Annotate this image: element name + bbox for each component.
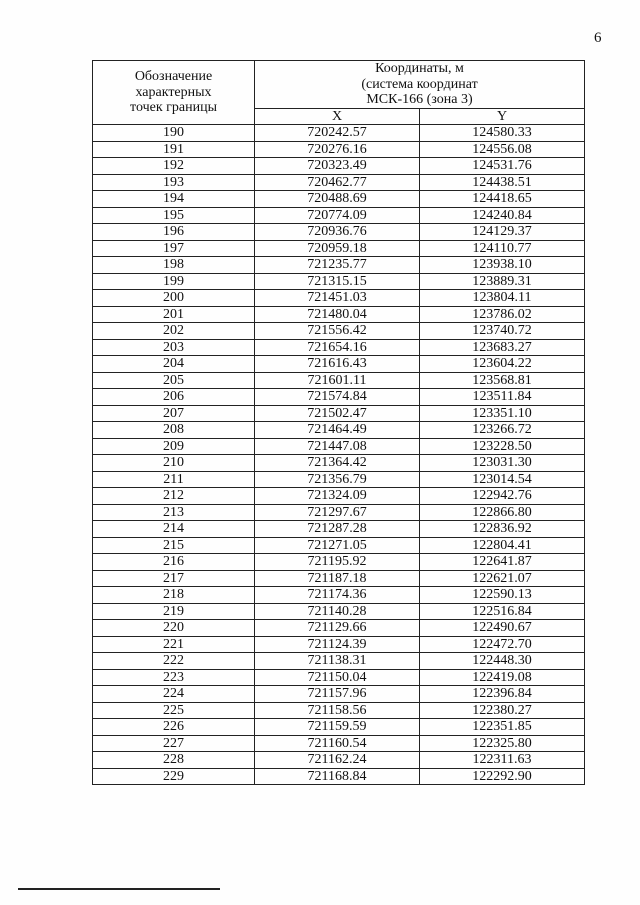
cell-point: 202 [93,323,255,340]
cell-x: 721158.56 [255,702,420,719]
table-row [93,356,585,373]
table-row [93,471,585,488]
header-point-line: точек границы [130,100,217,116]
cell-y: 123568.81 [420,372,585,389]
cell-point: 214 [93,521,255,538]
cell-point: 217 [93,570,255,587]
table-row [93,554,585,571]
table-row [93,174,585,191]
cell-x: 721235.77 [255,257,420,274]
table-row [93,735,585,752]
header-y: Y [420,108,585,125]
cell-point: 204 [93,356,255,373]
cell-x: 721287.28 [255,521,420,538]
table-row [93,290,585,307]
cell-x: 720323.49 [255,158,420,175]
cell-y: 122516.84 [420,603,585,620]
cell-x: 721168.84 [255,768,420,785]
header-coords-line: (система координат [361,76,478,92]
cell-x: 720242.57 [255,125,420,142]
cell-x: 721356.79 [255,471,420,488]
table-row [93,438,585,455]
table-row [93,158,585,175]
cell-point: 203 [93,339,255,356]
cell-x: 721464.49 [255,422,420,439]
table-row [93,191,585,208]
cell-y: 122641.87 [420,554,585,571]
header-point-designation [93,61,255,125]
table-row [93,537,585,554]
table-row [93,752,585,769]
table-row [93,653,585,670]
table-header-row [93,61,585,109]
cell-x: 721160.54 [255,735,420,752]
cell-x: 720774.09 [255,207,420,224]
cell-x: 721654.16 [255,339,420,356]
cell-x: 721297.67 [255,504,420,521]
cell-x: 721480.04 [255,306,420,323]
cell-point: 206 [93,389,255,406]
cell-point: 193 [93,174,255,191]
table-row [93,141,585,158]
cell-x: 721140.28 [255,603,420,620]
cell-y: 124110.77 [420,240,585,257]
header-x: X [255,108,420,125]
table-row [93,323,585,340]
cell-point: 201 [93,306,255,323]
cell-x: 720936.76 [255,224,420,241]
table-row [93,636,585,653]
cell-y: 124129.37 [420,224,585,241]
cell-x: 721601.11 [255,372,420,389]
header-coordinates [255,61,585,109]
table-body [93,125,585,785]
table-row [93,389,585,406]
cell-x: 721502.47 [255,405,420,422]
cell-x: 721157.96 [255,686,420,703]
cell-y: 122419.08 [420,669,585,686]
cell-x: 721556.42 [255,323,420,340]
cell-point: 212 [93,488,255,505]
cell-y: 123031.30 [420,455,585,472]
cell-point: 227 [93,735,255,752]
cell-x: 720462.77 [255,174,420,191]
cell-y: 122621.07 [420,570,585,587]
cell-y: 122396.84 [420,686,585,703]
cell-point: 223 [93,669,255,686]
cell-x: 721162.24 [255,752,420,769]
coordinates-table [92,60,585,785]
cell-point: 208 [93,422,255,439]
table-row [93,422,585,439]
table-row [93,620,585,637]
cell-y: 122836.92 [420,521,585,538]
cell-point: 224 [93,686,255,703]
table-row [93,768,585,785]
cell-y: 122351.85 [420,719,585,736]
cell-y: 124556.08 [420,141,585,158]
table-row [93,339,585,356]
cell-point: 222 [93,653,255,670]
table-row [93,521,585,538]
cell-y: 122292.90 [420,768,585,785]
cell-point: 225 [93,702,255,719]
table-row [93,702,585,719]
cell-y: 123804.11 [420,290,585,307]
cell-y: 122804.41 [420,537,585,554]
cell-x: 721315.15 [255,273,420,290]
header-point-line: Обозначение [134,69,213,85]
cell-x: 721124.39 [255,636,420,653]
table-row [93,405,585,422]
table-row [93,455,585,472]
cell-y: 123351.10 [420,405,585,422]
table-row [93,372,585,389]
cell-x: 721138.31 [255,653,420,670]
cell-point: 221 [93,636,255,653]
cell-y: 124240.84 [420,207,585,224]
table-row [93,306,585,323]
cell-y: 122590.13 [420,587,585,604]
cell-point: 190 [93,125,255,142]
cell-point: 215 [93,537,255,554]
table-row [93,603,585,620]
cell-y: 122311.63 [420,752,585,769]
cell-x: 721451.03 [255,290,420,307]
cell-y: 123683.27 [420,339,585,356]
cell-x: 721324.09 [255,488,420,505]
cell-y: 124438.51 [420,174,585,191]
cell-point: 218 [93,587,255,604]
table-row [93,273,585,290]
cell-point: 194 [93,191,255,208]
header-coords-line: Координаты, м [375,61,464,76]
cell-point: 200 [93,290,255,307]
cell-x: 720959.18 [255,240,420,257]
cell-y: 123228.50 [420,438,585,455]
cell-x: 721187.18 [255,570,420,587]
cell-x: 721616.43 [255,356,420,373]
table-row [93,504,585,521]
cell-x: 721364.42 [255,455,420,472]
cell-point: 226 [93,719,255,736]
cell-y: 124531.76 [420,158,585,175]
table-row [93,488,585,505]
table-row [93,587,585,604]
cell-point: 195 [93,207,255,224]
cell-point: 198 [93,257,255,274]
cell-x: 721447.08 [255,438,420,455]
table-row [93,669,585,686]
cell-y: 123511.84 [420,389,585,406]
table-row [93,570,585,587]
cell-y: 123786.02 [420,306,585,323]
cell-x: 721574.84 [255,389,420,406]
cell-y: 122866.80 [420,504,585,521]
cell-x: 721174.36 [255,587,420,604]
cell-y: 122472.70 [420,636,585,653]
cell-y: 122490.67 [420,620,585,637]
header-point-line: характерных [135,84,212,100]
table-row [93,207,585,224]
cell-y: 123889.31 [420,273,585,290]
cell-y: 124580.33 [420,125,585,142]
cell-point: 229 [93,768,255,785]
cell-point: 207 [93,405,255,422]
cell-point: 211 [93,471,255,488]
cell-y: 124418.65 [420,191,585,208]
cell-y: 122448.30 [420,653,585,670]
cell-x: 721150.04 [255,669,420,686]
cell-point: 199 [93,273,255,290]
cell-point: 216 [93,554,255,571]
cell-y: 122942.76 [420,488,585,505]
cell-point: 196 [93,224,255,241]
cell-y: 123014.54 [420,471,585,488]
table-row [93,257,585,274]
cell-point: 191 [93,141,255,158]
cell-point: 219 [93,603,255,620]
cell-point: 213 [93,504,255,521]
cell-y: 123938.10 [420,257,585,274]
cell-point: 220 [93,620,255,637]
cell-point: 197 [93,240,255,257]
cell-x: 720276.16 [255,141,420,158]
cell-point: 209 [93,438,255,455]
cell-y: 122325.80 [420,735,585,752]
cell-x: 721129.66 [255,620,420,637]
table-row [93,240,585,257]
cell-point: 228 [93,752,255,769]
cell-y: 122380.27 [420,702,585,719]
page-number: 6 [594,30,602,46]
cell-x: 721271.05 [255,537,420,554]
table-row [93,125,585,142]
header-coords-line: МСК-166 (зона 3) [366,92,473,107]
cell-y: 123604.22 [420,356,585,373]
cell-point: 210 [93,455,255,472]
cell-x: 721159.59 [255,719,420,736]
footer-divider [18,888,220,890]
table-row [93,224,585,241]
cell-x: 721195.92 [255,554,420,571]
cell-point: 205 [93,372,255,389]
cell-y: 123740.72 [420,323,585,340]
cell-y: 123266.72 [420,422,585,439]
cell-x: 720488.69 [255,191,420,208]
cell-point: 192 [93,158,255,175]
table-row [93,719,585,736]
table-row [93,686,585,703]
